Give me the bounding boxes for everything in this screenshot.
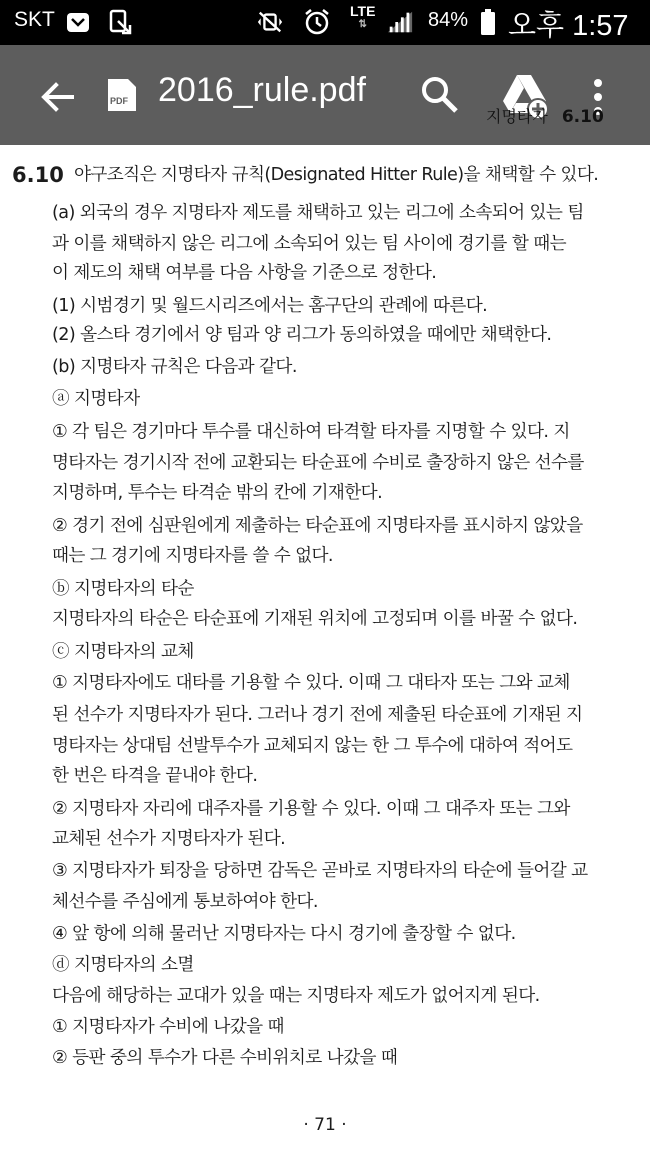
svg-text:PDF: PDF [110,96,128,106]
app-bar [0,45,650,145]
body-text-line: ⓓ 지명타자의 소멸 [52,955,194,975]
body-text-line: ④ 앞 항에 의해 물러난 지명타자는 다시 경기에 출장할 수 없다. [52,924,516,944]
body-text-line: 지명타자의 타순은 타순표에 기재된 위치에 고정되며 이를 바꿀 수 없다. [52,609,578,629]
signal-strength-icon [386,8,414,36]
body-text-line: 때는 그 경기에 지명타자를 쓸 수 없다. [52,546,333,566]
back-button[interactable] [36,75,80,119]
body-text-line: (a) 외국의 경우 지명타자 제도를 채택하고 있는 리그에 소속되어 있는 팀 [52,203,584,223]
search-button[interactable] [418,73,462,117]
body-text-line: ① 각 팀은 경기마다 투수를 대신하여 타격할 타자를 지명할 수 있다. 지 [52,422,570,442]
body-text-line: 과 이를 채택하지 않은 리그에 소속되어 있는 팀 사이에 경기를 할 때는 [52,234,566,254]
body-text-line: ⓑ 지명타자의 타순 [52,579,194,599]
body-text-line: 명타자는 상대팀 선발투수가 교체되지 않는 한 그 투수에 대하여 적어도 [52,736,573,756]
body-text-line: 이 제도의 채택 여부를 다음 사항을 기준으로 정한다. [52,263,437,283]
body-text-line: 된 선수가 지명타자가 된다. 그러나 경기 전에 제출된 타순표에 기재된 지 [52,705,583,725]
body-text-line: ① 지명타자에도 대타를 기용할 수 있다. 이때 그 대타자 또는 그와 교체 [52,673,570,693]
peek-header-text: 지명타자 [486,107,548,126]
section-heading-text: 야구조직은 지명타자 규칙(Designated Hitter Rule)을 채택할 수 있다. [74,165,599,185]
body-text-line: ① 지명타자가 수비에 나갔을 때 [52,1017,284,1037]
search-icon [418,73,462,117]
battery-icon [474,8,502,36]
page-number: · 71 · [303,1115,347,1135]
body-text-line: ② 등판 중의 투수가 다른 수비위치로 나갔을 때 [52,1048,398,1068]
clock: 오후 1:57 [508,10,629,42]
peek-header-section: 6.10 [561,107,604,127]
download-notification-icon [106,8,134,36]
body-text-line: 체선수를 주심에게 통보하여야 한다. [52,892,318,912]
body-text-line: ② 경기 전에 심판원에게 제출하는 타순표에 지명타자를 표시하지 않았을 [52,516,583,536]
mailbox-notification-icon [64,8,92,36]
body-text-line: ③ 지명타자가 퇴장을 당하면 감독은 곧바로 지명타자의 타순에 들어갈 교 [52,861,588,881]
document-title: 2016_rule.pdf [158,71,366,109]
body-text-line: 교체된 선수가 지명타자가 된다. [52,829,286,849]
alarm-icon [303,8,331,36]
body-text-line: ⓒ 지명타자의 교체 [52,642,194,662]
carrier-label: SKT [14,8,55,31]
body-text-line: 다음에 해당하는 교대가 있을 때는 지명타자 제도가 없어지게 된다. [52,986,540,1006]
page-header-peek [486,104,604,127]
body-text-line: 명타자는 경기시작 전에 교환되는 타순표에 수비로 출장하지 않은 선수를 [52,453,584,473]
body-text-line: ② 지명타자 자리에 대주자를 기용할 수 있다. 이때 그 대주자 또는 그와 [52,799,570,819]
status-bar [0,0,650,45]
body-text-line: (b) 지명타자 규칙은 다음과 같다. [52,357,297,377]
body-text-line: (1) 시범경기 및 월드시리즈에서는 홈구단의 관례에 따른다. [52,296,488,316]
body-text-line: 지명하며, 투수는 타격순 밖의 칸에 기재한다. [52,483,383,503]
arrow-left-icon [36,75,80,119]
section-number: 6.10 [12,163,64,187]
pdf-file-icon [106,77,138,113]
vibrate-mute-icon [256,8,284,36]
body-text-line: ⓐ 지명타자 [52,389,140,409]
battery-percentage: 84% [428,9,469,31]
body-text-line: 한 번은 타격을 끝내야 한다. [52,766,258,786]
body-text-line: (2) 올스타 경기에서 양 팀과 양 리그가 동의하였을 때에만 채택한다. [52,325,552,345]
network-type-label: LTE ⇅ [350,3,376,30]
